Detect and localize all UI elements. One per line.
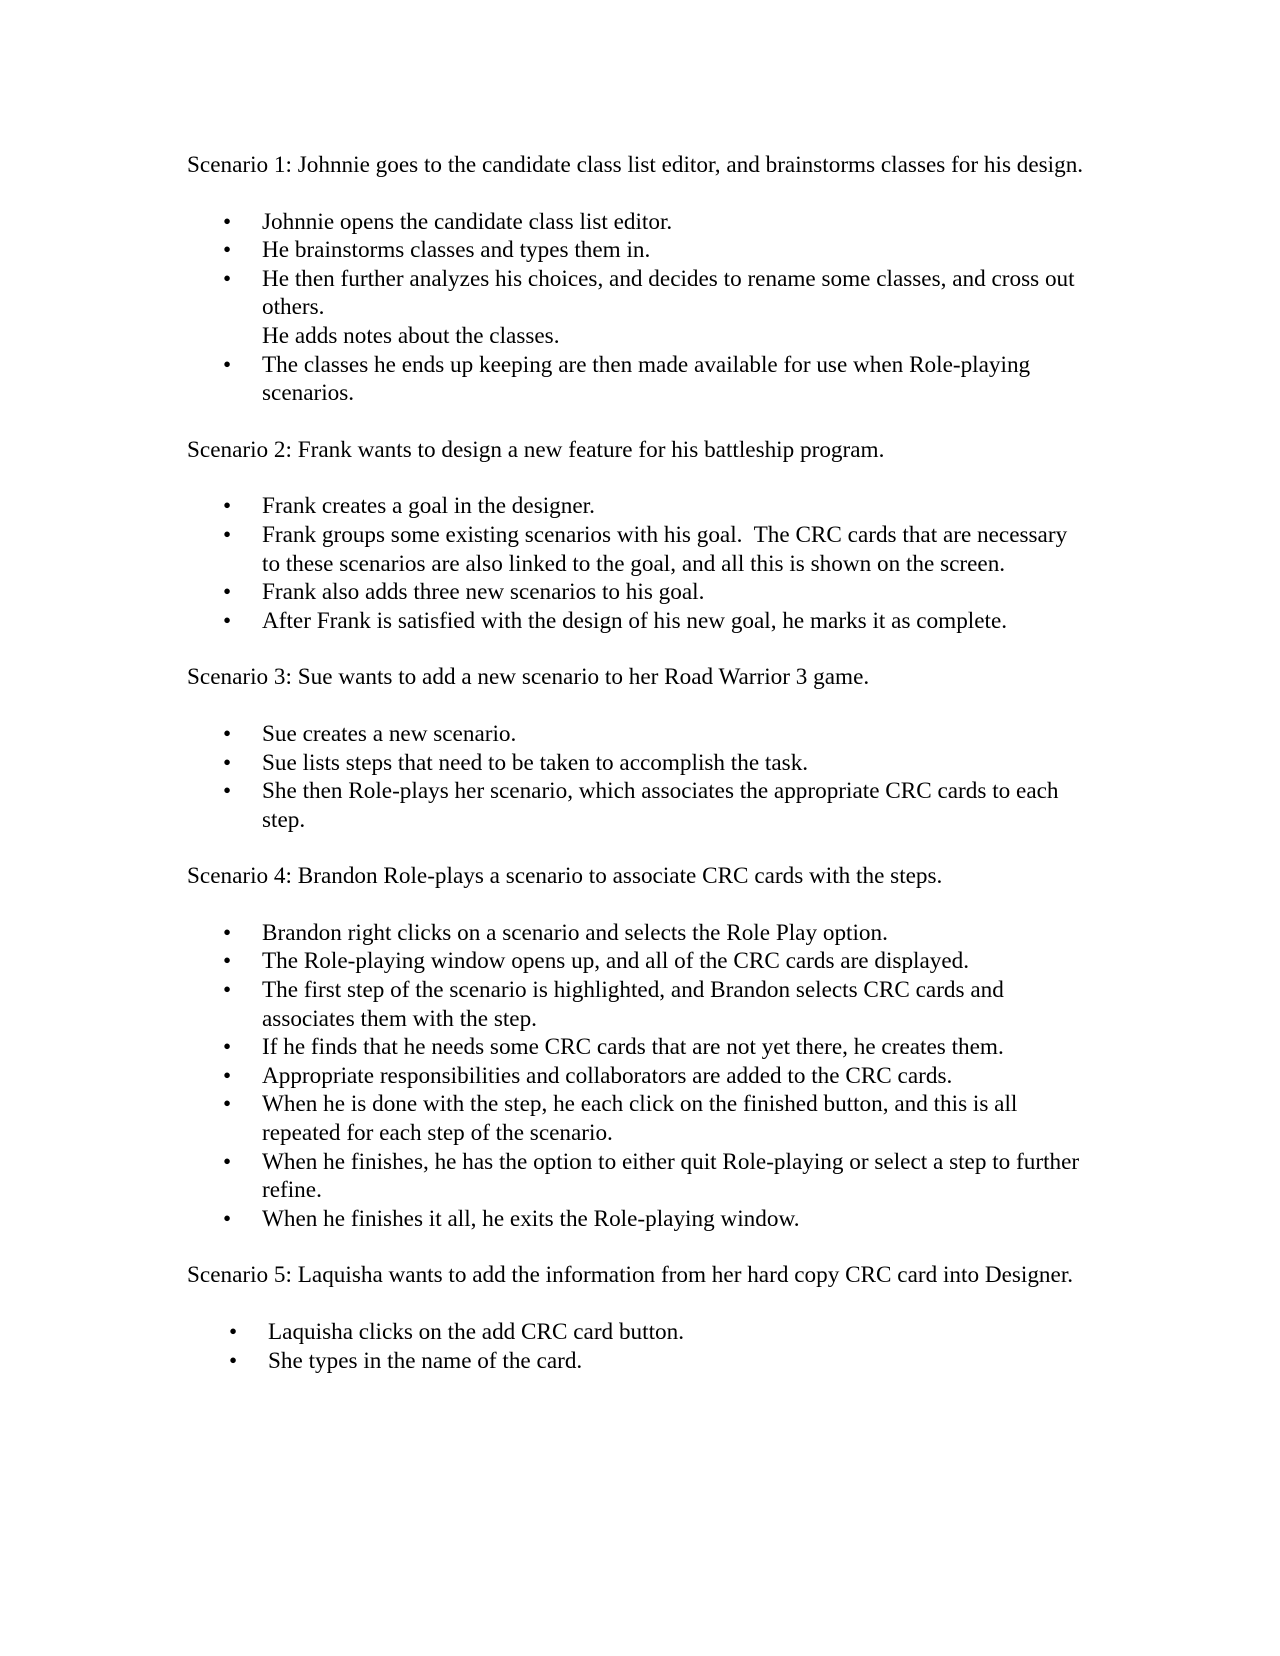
list-item [187, 720, 1087, 749]
list-item [187, 947, 1087, 976]
bullet-icon: • [223, 1034, 232, 1061]
list-item [187, 1090, 1087, 1147]
step-text: The first step of the scenario is highlighted, and Brandon selects CRC cards and associates them with the step. [262, 977, 1004, 1032]
list-item [187, 1347, 1087, 1376]
list-item [187, 919, 1087, 948]
step-text: Laquisha clicks on the add CRC card button. [268, 1319, 685, 1345]
step-continuation-text: He adds notes about the classes. [262, 322, 560, 349]
scenario-1-title: Scenario 1: Johnnie goes to the candidate class list editor, and brainstorms classes for his design. [187, 152, 1084, 178]
bullet-icon: • [223, 493, 232, 520]
step-text: When he finishes it all, he exits the Role-playing window. [262, 1205, 800, 1232]
scenario-3 [187, 663, 1087, 834]
scenario-1-steps [187, 208, 1087, 408]
list-item [187, 607, 1087, 636]
list-item [187, 777, 1087, 834]
scenario-4-steps [187, 919, 1087, 1234]
step-text: Johnnie opens the candidate class list editor. [262, 208, 673, 235]
bullet-icon: • [223, 237, 232, 264]
bullet-icon: • [229, 1347, 238, 1374]
step-text: The Role-playing window opens up, and all of the CRC cards are displayed. [262, 948, 970, 975]
bullet-icon: • [223, 1091, 232, 1118]
bullet-icon: • [223, 607, 232, 634]
scenario-3-title: Scenario 3: Sue wants to add a new scenario to her Road Warrior 3 game. [187, 664, 870, 691]
step-text: Sue creates a new scenario. [262, 720, 517, 747]
bullet-icon: • [223, 977, 232, 1004]
list-item [187, 265, 1087, 351]
step-text: Sue lists steps that need to be taken to accomplish the task. [262, 749, 809, 776]
bullet-icon: • [223, 579, 232, 606]
step-text: She types in the name of the card. [268, 1347, 583, 1374]
scenario-2-title: Scenario 2: Frank wants to design a new feature for his battleship program. [187, 436, 885, 463]
bullet-icon: • [223, 749, 232, 776]
bullet-icon: • [223, 919, 232, 946]
bullet-icon: • [223, 720, 232, 747]
step-text: Frank creates a goal in the designer. [262, 493, 595, 520]
step-text: The classes he ends up keeping are then made available for use when Role-playing scenarios. [262, 351, 1031, 407]
bullet-icon: • [223, 351, 232, 378]
scenario-5-steps [187, 1318, 1087, 1375]
list-item [187, 351, 1087, 408]
bullet-icon: • [223, 265, 232, 292]
bullet-icon: • [223, 521, 232, 548]
list-item [187, 749, 1087, 778]
step-text: If he finds that he needs some CRC cards that are not yet there, he creates them. [262, 1034, 1004, 1061]
list-item [187, 1062, 1087, 1091]
list-item [187, 578, 1087, 607]
list-item [187, 208, 1087, 237]
scenario-2 [187, 436, 1087, 636]
list-item [187, 492, 1087, 521]
bullet-icon: • [223, 1148, 232, 1175]
bullet-icon: • [223, 1062, 232, 1089]
list-item [187, 236, 1087, 265]
list-item [187, 1033, 1087, 1062]
step-text: Frank also adds three new scenarios to his goal. [262, 579, 705, 606]
list-item [187, 1318, 1087, 1347]
step-text: He then further analyzes his choices, and decides to rename some classes, and cross out others. [262, 265, 1075, 321]
step-text: Frank groups some existing scenarios with his goal. The CRC cards that are necessary to these scenarios are also linked to the goal, and all this is shown on the screen. [262, 521, 1073, 577]
list-item [187, 1148, 1087, 1205]
bullet-icon: • [223, 778, 232, 805]
scenario-2-steps [187, 492, 1087, 635]
scenario-1 [187, 151, 1087, 408]
step-text: Appropriate responsibilities and collaborators are added to the CRC cards. [262, 1062, 953, 1089]
step-text: After Frank is satisfied with the design of his new goal, he marks it as complete. [262, 607, 1008, 634]
scenario-4-title: Scenario 4: Brandon Role-plays a scenario to associate CRC cards with the steps. [187, 863, 943, 890]
list-item [187, 976, 1087, 1033]
scenario-5-title: Scenario 5: Laquisha wants to add the information from her hard copy CRC card into Designer. [187, 1262, 1074, 1289]
bullet-icon: • [223, 948, 232, 975]
step-text: She then Role-plays her scenario, which associates the appropriate CRC cards to each step. [262, 778, 1059, 833]
scenario-4 [187, 862, 1087, 1233]
step-text: He brainstorms classes and types them in. [262, 237, 651, 264]
bullet-icon: • [223, 208, 232, 235]
step-text: When he finishes, he has the option to either quit Role-playing or select a step to further refine. [262, 1148, 1080, 1204]
document-page [187, 151, 1087, 1403]
scenario-3-steps [187, 720, 1087, 834]
bullet-icon: • [223, 1205, 232, 1232]
scenario-5 [187, 1261, 1087, 1375]
list-item [187, 1205, 1087, 1234]
step-text: When he is done with the step, he each click on the finished button, and this is all repeated for each step of the scenario. [262, 1091, 1018, 1147]
step-text: Brandon right clicks on a scenario and selects the Role Play option. [262, 919, 888, 946]
bullet-icon: • [229, 1319, 238, 1345]
list-item [187, 521, 1087, 578]
